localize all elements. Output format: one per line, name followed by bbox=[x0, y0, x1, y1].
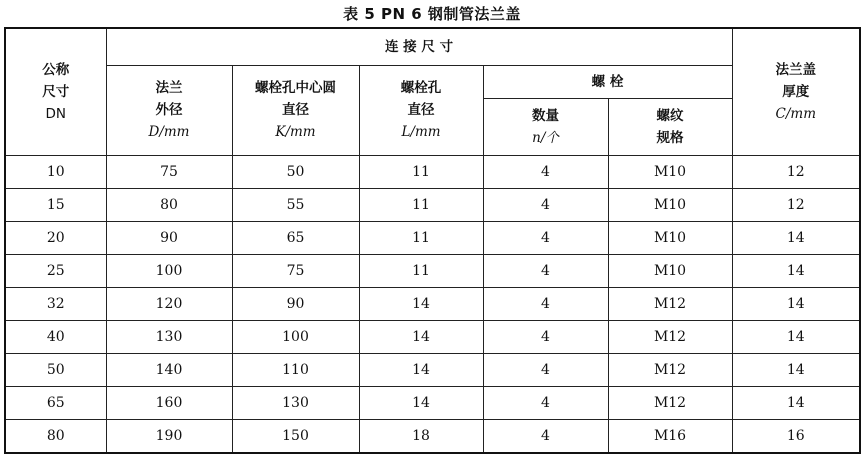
cell-bolt-hole: 14 bbox=[359, 353, 483, 386]
header-bolt bbox=[483, 65, 732, 98]
cell-bolt-qty: 4 bbox=[483, 419, 608, 453]
cell-bolt-hole: 11 bbox=[359, 188, 483, 221]
cell-thickness: 14 bbox=[732, 386, 860, 419]
cell-bolt-thread: M12 bbox=[608, 386, 732, 419]
cell-bolt-thread: M12 bbox=[608, 287, 732, 320]
cell-bolt-thread: M12 bbox=[608, 320, 732, 353]
cell-bolt-hole: 14 bbox=[359, 287, 483, 320]
cell-bolt-qty: 4 bbox=[483, 188, 608, 221]
cell-flange-od: 130 bbox=[106, 320, 232, 353]
cell-dn: 10 bbox=[5, 155, 106, 188]
cell-flange-od: 120 bbox=[106, 287, 232, 320]
header-dn-line2: 尺寸 bbox=[42, 83, 70, 100]
cell-dn: 50 bbox=[5, 353, 106, 386]
header-bolt-hole-line3: L/mm bbox=[401, 124, 441, 140]
header-dn-line3: DN bbox=[45, 105, 66, 122]
cell-bolt-circle: 75 bbox=[232, 254, 359, 287]
cell-bolt-circle: 65 bbox=[232, 221, 359, 254]
cell-bolt-qty: 4 bbox=[483, 155, 608, 188]
cell-thickness: 14 bbox=[732, 254, 860, 287]
cell-bolt-hole: 11 bbox=[359, 254, 483, 287]
cell-bolt-circle: 50 bbox=[232, 155, 359, 188]
cell-bolt-qty: 4 bbox=[483, 221, 608, 254]
cell-dn: 15 bbox=[5, 188, 106, 221]
cell-thickness: 12 bbox=[732, 188, 860, 221]
header-bolt-hole-line2: 直径 bbox=[407, 102, 435, 118]
cell-flange-od: 190 bbox=[106, 419, 232, 453]
cell-thickness: 12 bbox=[732, 155, 860, 188]
header-bolt-qty bbox=[483, 98, 608, 155]
cell-bolt-circle: 110 bbox=[232, 353, 359, 386]
header-bolt-hole-line1: 螺栓孔 bbox=[400, 80, 442, 96]
cell-bolt-thread: M16 bbox=[608, 419, 732, 453]
cell-thickness: 14 bbox=[732, 320, 860, 353]
table-title: 表 5 PN 6 钢制管法兰盖 bbox=[343, 5, 521, 23]
cell-bolt-hole: 11 bbox=[359, 155, 483, 188]
cell-bolt-circle: 130 bbox=[232, 386, 359, 419]
header-bolt-thread bbox=[608, 98, 732, 155]
header-flange-od bbox=[106, 65, 232, 155]
table-row bbox=[5, 353, 860, 386]
flange-cover-table bbox=[4, 27, 861, 454]
cell-bolt-thread: M10 bbox=[608, 221, 732, 254]
cell-flange-od: 140 bbox=[106, 353, 232, 386]
cell-flange-od: 75 bbox=[106, 155, 232, 188]
header-flange-od-line3: D/mm bbox=[148, 124, 190, 140]
cell-thickness: 14 bbox=[732, 353, 860, 386]
header-dn bbox=[5, 28, 106, 155]
cell-bolt-qty: 4 bbox=[483, 320, 608, 353]
cell-bolt-circle: 150 bbox=[232, 419, 359, 453]
cell-thickness: 16 bbox=[732, 419, 860, 453]
cell-thickness: 14 bbox=[732, 221, 860, 254]
cell-flange-od: 160 bbox=[106, 386, 232, 419]
table-row bbox=[5, 221, 860, 254]
cell-flange-od: 100 bbox=[106, 254, 232, 287]
cell-flange-od: 90 bbox=[106, 221, 232, 254]
cell-dn: 80 bbox=[5, 419, 106, 453]
table-row bbox=[5, 155, 860, 188]
table-row bbox=[5, 386, 860, 419]
table-row bbox=[5, 287, 860, 320]
header-bolt-circle-line2: 直径 bbox=[282, 102, 309, 118]
cell-bolt-circle: 90 bbox=[232, 287, 359, 320]
cell-dn: 40 bbox=[5, 320, 106, 353]
cell-thickness: 14 bbox=[732, 287, 860, 320]
table-row bbox=[5, 254, 860, 287]
cell-dn: 32 bbox=[5, 287, 106, 320]
header-flange-od-line2: 外径 bbox=[155, 102, 183, 118]
header-bolt-circle-line3: K/mm bbox=[275, 124, 316, 140]
header-bolt-hole bbox=[359, 65, 483, 155]
header-bolt-qty-line2: n/个 bbox=[532, 129, 559, 146]
cell-dn: 65 bbox=[5, 386, 106, 419]
cell-bolt-hole: 18 bbox=[359, 419, 483, 453]
header-bolt-thread-line2: 规格 bbox=[656, 129, 684, 146]
cell-bolt-hole: 11 bbox=[359, 221, 483, 254]
cell-dn: 25 bbox=[5, 254, 106, 287]
cell-bolt-hole: 14 bbox=[359, 320, 483, 353]
header-bolt-circle-line1: 螺栓孔中心圆 bbox=[255, 80, 336, 96]
header-connection-label: 连 接 尺 寸 bbox=[384, 38, 454, 55]
cell-bolt-thread: M10 bbox=[608, 188, 732, 221]
header-flange-od-line1: 法兰 bbox=[155, 80, 183, 96]
cell-dn: 20 bbox=[5, 221, 106, 254]
header-bolt-label: 螺 栓 bbox=[591, 73, 624, 90]
cell-bolt-thread: M10 bbox=[608, 254, 732, 287]
header-thickness-line3: C/mm bbox=[775, 105, 817, 122]
cell-bolt-circle: 100 bbox=[232, 320, 359, 353]
cell-bolt-qty: 4 bbox=[483, 287, 608, 320]
header-connection bbox=[106, 28, 732, 65]
table-row bbox=[5, 419, 860, 453]
header-bolt-qty-line1: 数量 bbox=[532, 107, 559, 124]
cell-bolt-qty: 4 bbox=[483, 254, 608, 287]
table-row bbox=[5, 320, 860, 353]
cell-flange-od: 80 bbox=[106, 188, 232, 221]
cell-bolt-circle: 55 bbox=[232, 188, 359, 221]
header-thickness bbox=[732, 28, 860, 155]
header-dn-line1: 公称 bbox=[42, 61, 70, 78]
cell-bolt-qty: 4 bbox=[483, 386, 608, 419]
header-bolt-thread-line1: 螺纹 bbox=[656, 107, 684, 124]
cell-bolt-qty: 4 bbox=[483, 353, 608, 386]
cell-bolt-thread: M10 bbox=[608, 155, 732, 188]
header-bolt-circle bbox=[232, 65, 359, 155]
cell-bolt-hole: 14 bbox=[359, 386, 483, 419]
header-thickness-line2: 厚度 bbox=[782, 83, 810, 100]
cell-bolt-thread: M12 bbox=[608, 353, 732, 386]
table-row bbox=[5, 188, 860, 221]
header-thickness-line1: 法兰盖 bbox=[775, 61, 817, 78]
